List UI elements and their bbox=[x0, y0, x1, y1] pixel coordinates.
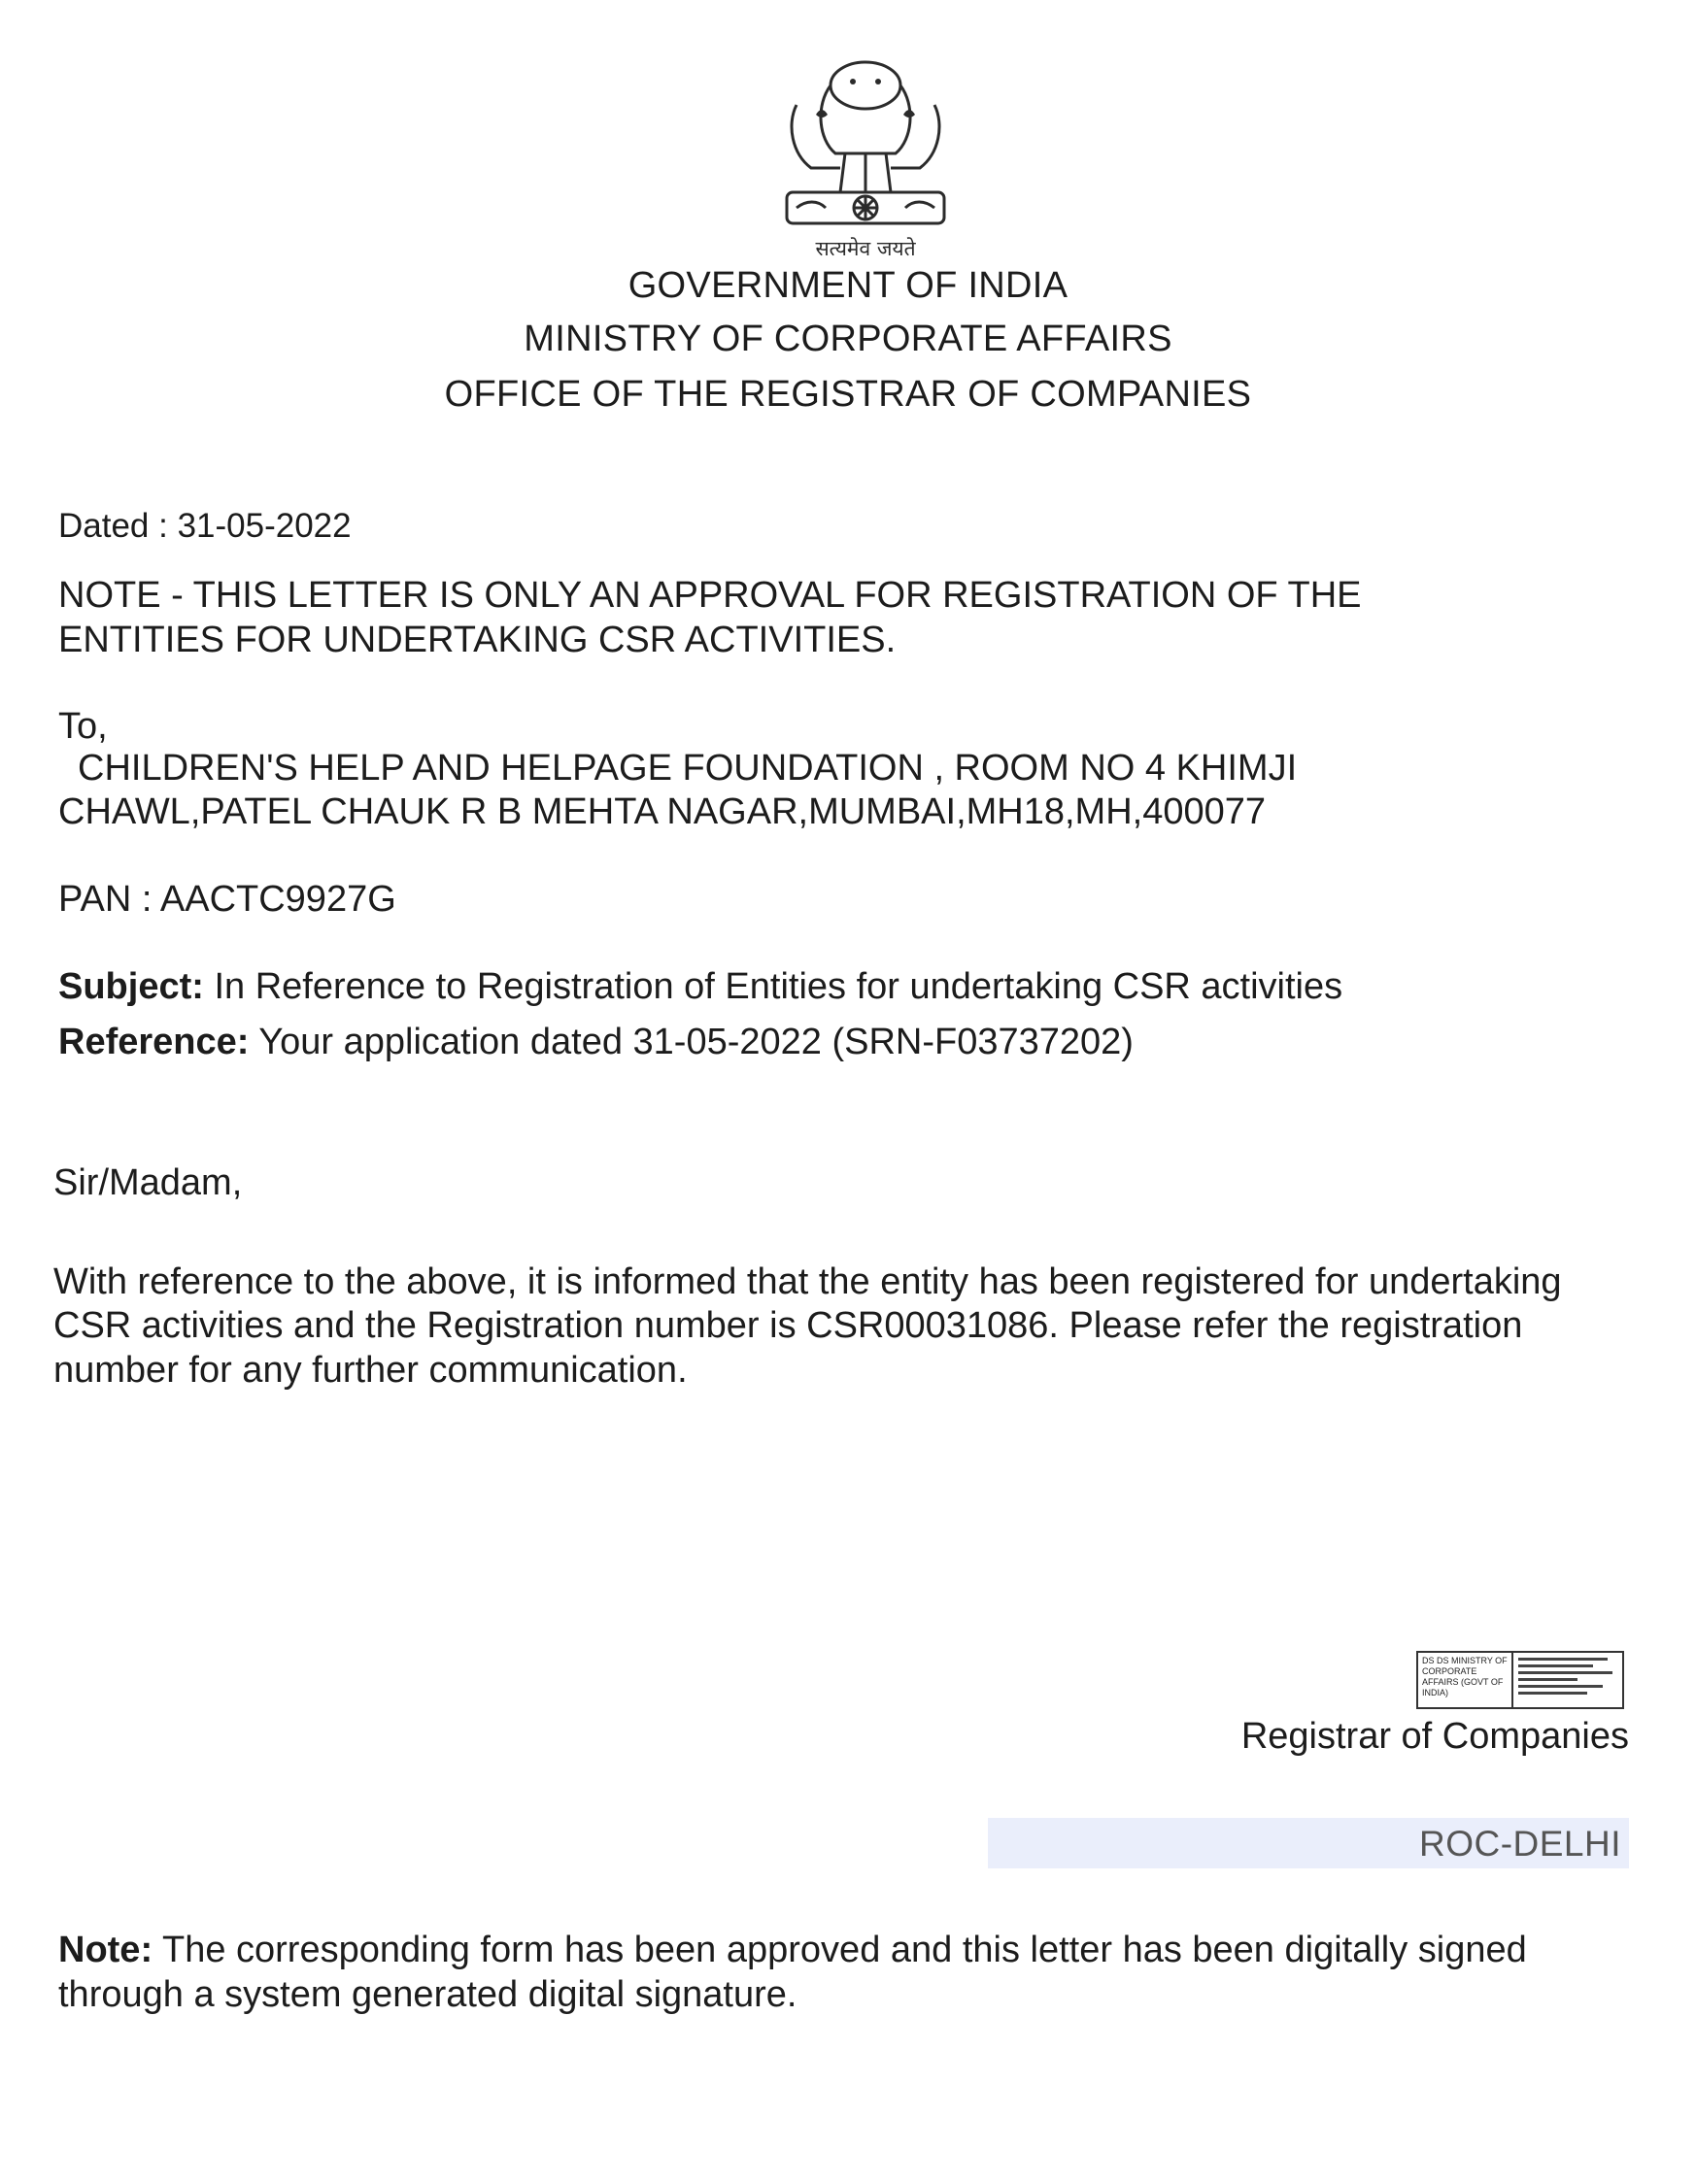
government-title: GOVERNMENT OF INDIA bbox=[628, 265, 1068, 306]
subject-text: In Reference to Registration of Entities for undertaking CSR activities bbox=[203, 966, 1343, 1007]
digital-signature-stamp bbox=[1416, 1651, 1624, 1709]
approval-note-line-2: ENTITIES FOR UNDERTAKING CSR ACTIVITIES. bbox=[58, 620, 897, 660]
emblem-motto: सत्यमेव जयते bbox=[815, 237, 916, 260]
signature-stamp-text: DS DS MINISTRY OF CORPORATE AFFAIRS (GOVT OF INDIA) bbox=[1418, 1653, 1513, 1707]
letter-date: Dated : 31-05-2022 bbox=[58, 507, 352, 545]
reference-line bbox=[58, 1020, 1134, 1064]
signature-stamp-details bbox=[1513, 1653, 1622, 1707]
salutation: Sir/Madam, bbox=[53, 1162, 243, 1203]
body-line-3: number for any further communication. bbox=[53, 1350, 688, 1391]
pan-number: PAN : AACTC9927G bbox=[58, 879, 396, 920]
body-line-2: CSR activities and the Registration number is CSR00031086. Please refer the registration bbox=[53, 1305, 1523, 1346]
address-line-2: CHAWL,PATEL CHAUK R B MEHTA NAGAR,MUMBAI,MH18,MH,400077 bbox=[58, 791, 1267, 832]
office-title: OFFICE OF THE REGISTRAR OF COMPANIES bbox=[444, 374, 1252, 415]
national-emblem-icon bbox=[758, 47, 973, 241]
signatory-title: Registrar of Companies bbox=[1240, 1716, 1629, 1757]
to-label: To, bbox=[58, 706, 108, 747]
reference-text: Your application dated 31-05-2022 (SRN-F03737202) bbox=[249, 1022, 1134, 1062]
footer-note-text: The corresponding form has been approved and this letter has been digitally signed bbox=[153, 1930, 1527, 1970]
roc-office: ROC-DELHI bbox=[1418, 1824, 1621, 1864]
footer-note-label: Note: bbox=[58, 1930, 153, 1970]
footer-note-line-2: through a system generated digital signature. bbox=[58, 1974, 797, 2015]
subject-label: Subject: bbox=[58, 966, 204, 1007]
approval-note-line-1: NOTE - THIS LETTER IS ONLY AN APPROVAL FOR REGISTRATION OF THE bbox=[58, 575, 1362, 616]
address-line-1: CHILDREN'S HELP AND HELPAGE FOUNDATION , ROOM NO 4 KHIMJI bbox=[78, 748, 1298, 789]
reference-label: Reference: bbox=[58, 1022, 250, 1062]
subject-line bbox=[58, 964, 1342, 1009]
footer-note-line-1 bbox=[58, 1928, 1527, 1972]
body-line-1: With reference to the above, it is informed that the entity has been registered for undertaking bbox=[53, 1261, 1562, 1302]
ministry-title: MINISTRY OF CORPORATE AFFAIRS bbox=[524, 319, 1172, 359]
